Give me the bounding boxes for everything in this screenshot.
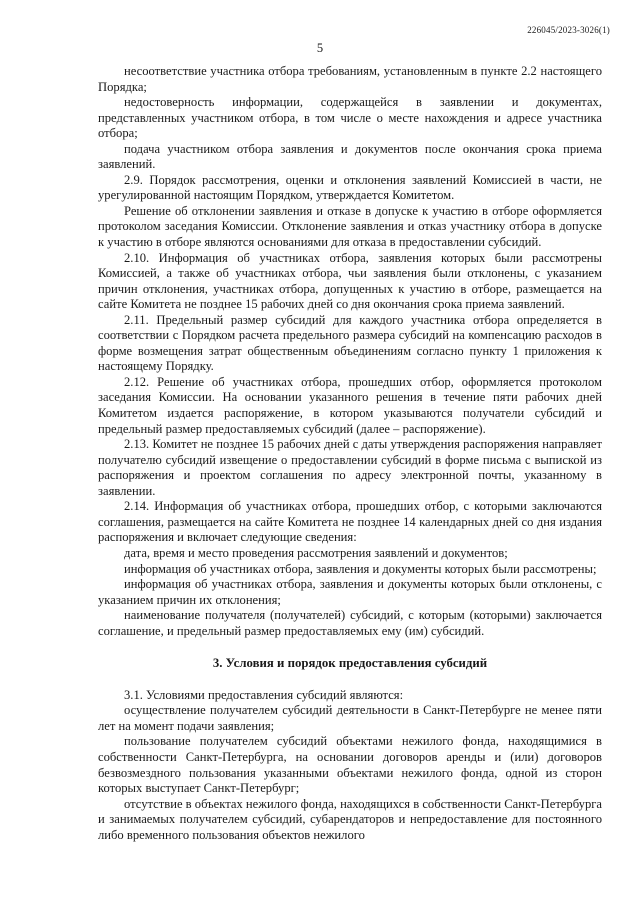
paragraph: 2.10. Информация об участниках отбора, заявления которых были рассмотрены Комиссией, а также об участниках отбора, чьи заявления были отклонены, с указанием причин отклонения, участниках отбора, допущенных к участию в отборе, размещается на сайте Комитета не позднее 15 рабочих дней со дня окончания срока приема заявлений. <box>98 250 602 312</box>
paragraph: дата, время и место проведения рассмотрения заявлений и документов; <box>124 545 508 560</box>
paragraph: недостоверность информации, содержащейся в заявлении и документах, представленных участником отбора, в том числе о месте нахождения и адресе участника отбора; <box>98 95 602 141</box>
paragraph: 3.1. Условиями предоставления субсидий являются: <box>124 687 404 702</box>
paragraph: информация об участниках отбора, заявления и документы которых были отклонены, с указанием причин их отклонения; <box>98 577 602 607</box>
paragraph: несоответствие участника отбора требованиям, установленным в пункте 2.2 настоящего Порядка; <box>98 64 602 94</box>
document-body <box>98 64 602 843</box>
section-heading: 3. Условия и порядок предоставления субсидий <box>212 656 488 671</box>
page-number: 5 <box>316 41 324 55</box>
paragraph: 2.11. Предельный размер субсидий для каждого участника отбора определяется в соответствии с Порядком расчета предельного размера субсидий на компенсацию расходов в форме возмещения затрат общественным объединениям согласно пункту 1 приложения к настоящему Порядку. <box>98 312 602 374</box>
paragraph: 2.9. Порядок рассмотрения, оценки и отклонения заявлений Комиссией в части, не урегулированной настоящим Порядком, утверждается Комитетом. <box>98 172 602 203</box>
paragraph: отсутствие в объектах нежилого фонда, находящихся в собственности Санкт-Петербурга и занимаемых получателем субсидий, субарендаторов и непредоставление для постоянного либо временного пользования объектов нежилого <box>98 796 602 842</box>
paragraph: Решение об отклонении заявления и отказе в допуске к участию в отборе оформляется протоколом заседания Комиссии. Отклонение заявления и отказ участнику отбора в допуске к участию в отборе являются основаниями для отказа в предоставлении субсидий. <box>98 203 602 250</box>
paragraph: наименование получателя (получателей) субсидий, с которым (которыми) заключается соглашение, и предельный размер предоставляемых ему (им) субсидий. <box>98 608 602 638</box>
paragraph: осуществление получателем субсидий деятельности в Санкт-Петербурге не менее пяти лет на момент подачи заявления; <box>98 703 602 733</box>
document-id: 226045/2023-3026(1) <box>527 25 610 35</box>
paragraph: пользование получателем субсидий объектами нежилого фонда, находящимися в собственности Санкт-Петербурга, на основании договоров аренды и (или) договоров безвозмездного пользования указанными объектами нежилого фонда, одной из сторон которых выступает Санкт-Петербург; <box>98 734 602 796</box>
paragraph: 2.14. Информация об участниках отбора, прошедших отбор, с которыми заключаются соглашения, размещается на сайте Комитета не позднее 14 календарных дней со дня издания распоряжения и включает следующие сведения: <box>98 499 602 545</box>
paragraph: 2.12. Решение об участниках отбора, прошедших отбор, оформляется протоколом заседания Комиссии. На основании указанного решения в течение пяти рабочих дней Комитетом издается распоряжение, в котором указываются получатели субсидий и предельный размер предоставляемых субсидий (далее – распоряжение). <box>98 374 602 436</box>
paragraph: информация об участниках отбора, заявления и документы которых были рассмотрены; <box>124 561 597 576</box>
paragraph: 2.13. Комитет не позднее 15 рабочих дней с даты утверждения распоряжения направляет получателю субсидий извещение о предоставлении субсидий в форме письма с выпиской из распоряжения и проектом соглашения по адресу электронной почты, указанному в заявлении. <box>98 437 602 498</box>
paragraph: подача участником отбора заявления и документов после окончания срока приема заявлений. <box>98 141 602 172</box>
